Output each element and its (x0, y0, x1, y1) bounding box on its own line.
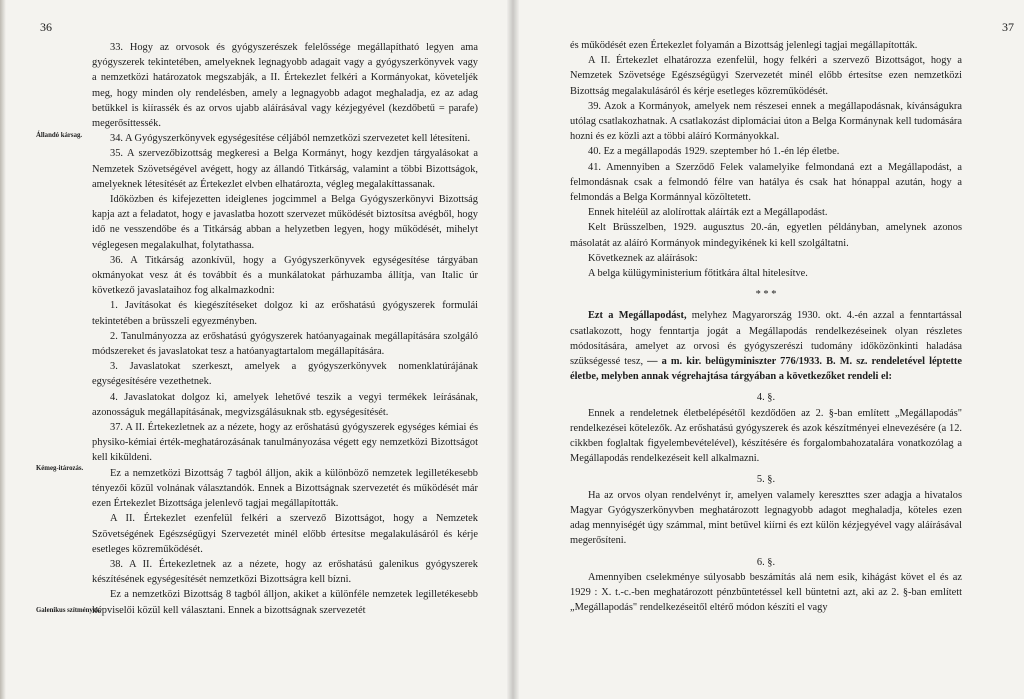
paragraph: Időközben és kifejezetten ideiglenes jogcimmel a Belga Gyógyszerkönyvi Bizottság kapja azt a feladatot, hogy e javaslatba hozott szervezet működését biztosítsa avégből, hogy idő ne vesszendőbe és a Titkárság abban a helyzetben legyen, hogy működését, mihelyt véglegesen megalakulhat, folytathassa. (92, 194, 478, 251)
paragraph: 38. A II. Értekezletnek az a nézete, hogy az erőshatású galenikus gyógyszerek készítésének egységesítését nemzetközi Bizottságra kell bízni. (92, 558, 478, 586)
paragraph: Ez a nemzetközi Bizottság 7 tagból álljon, akik a különböző nemzetek legilletékesebb tényezői közül volnának választandók. Ennek a Bizottságnak szervezetét és működését már ezen Értekezlet Bizottsága jelenlevő tagjai megállapították. (92, 467, 478, 510)
section-separator: * * * (755, 289, 777, 301)
right-page-body (570, 38, 962, 615)
list-item: 2. Tanulmányozza az erőshatású gyógyszerek hatóanyagainak megállapítására szolgáló módszereket és javaslatokat tesz a hatóanyagtartalom megállapítására. (92, 330, 478, 358)
paragraph: 33. Hogy az orvosok és gyógyszerészek felelőssége megállapítható legyen ama gyógyszerek tekintetében, amelyeknek legnagyobb adagait vagy a gyógyszerkönyvek vagy a nemzetközi határozatok megszabják, a II. Értekezlet felkéri a Kormányokat, követeljék meg, hogy minden oly rendelésben, amely a legnagyobb adagot meghaladja, ez az adag betűkkel is kiírassék és az orvos ujabb aláírásával vagy kézjegyével (kezdőbetű = parafe) megerősíttessék. (92, 42, 478, 130)
paragraph: A belga külügyministerium főtitkára által hitelesítve. (588, 268, 808, 280)
paragraph: 40. Ez a megállapodás 1929. szeptember hó 1.-én lép életbe. (588, 146, 840, 158)
paragraph: 35. A szervezőbizottság megkeresi a Belga Kormányt, hogy kezdjen tárgyalásokat a Nemzetek Szövetségével avégett, hogy az állandó Titkárság, valamint a többi Bizottságok, amelyeknek létesítését az Értekezlet elvben elhatározta, végleg megalakíttassanak. (92, 148, 478, 190)
paragraph: Ennek a rendeletnek életbelépésétől kezdődően az 2. §-ban említett „Megállapodás" rendelkezései kötelezők. Az erőshatású gyógyszerek és azok készítményei elnevezésére (a 12. cikkben foglaltak figyelembevételével), készítésére és forgalombahozatalára vonatkozólag a Megállapodás rendelkezéseit kell alkalmazni. (570, 407, 962, 465)
margin-note: Kémeg-itározás. (36, 465, 84, 472)
decree-body: melyhez Magyarország 1930. okt. 4.-én azzal a fenntartással csatlakozott, hogy fenntartja jogát a Megállapodás rendelkezéseinek olyan részletes módosítására, amelyet az orvosi és gyógyszerészi tudomány időközönkinti haladása szükségessé tesz, (570, 310, 962, 368)
section-heading: 6. §. (756, 556, 776, 568)
paragraph: Ez a nemzetközi Bizottság 8 tagból álljon, akiket a különféle nemzetek legilletékesebb képviselői közül kell választani. Ennek a bizottságnak szervezetét (92, 589, 478, 616)
decree-lead: Ezt a Megállapodást, (588, 310, 687, 322)
paragraph: Ennek hiteléül az alolírottak aláírták ezt a Megállapodást. (588, 207, 828, 219)
paragraph: Amennyiben cselekménye súlyosabb beszámítás alá nem esik, kihágást követ el és az 1929 : X. t.-c.-ben meghatározott pénzbüntetéssel kell büntetni azt, aki az 2. §-ban említett „Megállapodás" rendelkezéseitől eltérő módon készíti el vagy (570, 571, 962, 614)
paragraph: 39. Azok a Kormányok, amelyek nem részesei ennek a megállapodásnak, kívánságukra utólag csatlakozhatnak. A csatlakozást diplomáciai úton a Belga Kormánynak kell tudomására hozni és ez közli azt a többi aláíró Kormányokkal. (570, 100, 962, 143)
margin-note: Állandó kársag. (36, 132, 83, 139)
paragraph: és működését ezen Értekezlet folyamán a Bizottság jelenlegi tagjai megállapították. (570, 40, 918, 51)
paragraph: A II. Értekezlet elhatározza ezenfelül, hogy felkéri a szervező Bizottságot, hogy a Nemzetek Szövetsége Egészségügyi Szervezetét minél előbb értesítse ezen nemzetközi Bizottság megalakulásáról és kérje esetleges közreműködését. (570, 55, 962, 97)
paragraph: 36. A Titkárság azonkívül, hogy a Gyógyszerkönyvek egységesítése tárgyában okmányokat vesz át és továbbít és a munkálatokat párhuzamba állítja, van Italic úr következő javaslataihoz fog alkalmazkodni: (92, 254, 478, 297)
list-item: 1. Javításokat és kiegészítéseket dolgoz ki az erőshatású gyógyszerek formulái tekintetében a brüsszeli egyezményben. (92, 300, 478, 327)
page-number-left: 36 (40, 20, 52, 34)
list-item: 4. Javaslatokat dolgoz ki, amelyek lehetővé teszik a vegyi termékek leírásának, azonosságuk megállapításának, megvizsgálásuknak stb. egységesítését. (92, 391, 478, 418)
paragraph: Ha az orvos olyan rendelvényt ír, amelyen valamely kereszttes szer adagja a hivatalos Magyar Gyógyszerkönyvben meghatározott legnagyobb adagot meghaladja, köteles ezen adag mennyiségét úgy számmal, mint betűvel kiírni és ezt külön kézjegyével vagy aláírásával megerősíteni. (570, 489, 962, 547)
left-page-body (92, 40, 478, 618)
paragraph: Következnek az aláírások: (588, 252, 698, 264)
paragraph: 37. A II. Értekezletnek az a nézete, hogy az erőshatású gyógyszerek egységes kémiai és physiko-kémiai érték-meghatározásának tanulmányozása végett egy nemzetközi Bizottságot kell kiküldeni. (92, 422, 478, 464)
paragraph: Kelt Brüsszelben, 1929. augusztus 20.-án, egyetlen példányban, amelynek azonos másolatát az aláíró Kormányok mindegyikének ki kell szolgáltatni. (570, 222, 962, 249)
paragraph: A II. Értekezlet ezenfelül felkéri a szervező Bizottságot, hogy a Nemzetek Szövetségének Egészségügyi Szervezetét minél előbb értesítse megalakulásáról és kérje esetleges közreműködését. (92, 513, 478, 555)
paragraph: 41. Amennyiben a Szerződő Felek valamelyike felmondaná ezt a Megállapodást, a felmondásnak csak a felmondó félre van hatálya és csak hat hónappal azután, hogy a felmondás a Belga Kormánnyal közöltetett. (570, 161, 962, 204)
right-page (512, 0, 1024, 699)
paragraph: 34. A Gyógyszerkönyvek egységesítése céljából nemzetközi szervezetet kell létesíteni. (110, 133, 471, 145)
section-heading: 5. §. (756, 474, 776, 486)
margin-note: Galenikus szítmények. (36, 607, 102, 614)
decree-ordinance: — a m. kir. belügyminiszter 776/1933. B. M. sz. rendeletével léptette életbe, melyben annak végrehajtása tárgyában a következőket rendeli el: (570, 356, 962, 383)
decree-paragraph (570, 308, 962, 384)
page-number-right: 37 (1002, 20, 1014, 34)
list-item: 3. Javaslatokat szerkeszt, amelyek a gyógyszerkönyvek nomenklatúrájának egységesítésére vezethetnek. (92, 361, 478, 388)
section-heading: 4. §. (756, 392, 776, 404)
